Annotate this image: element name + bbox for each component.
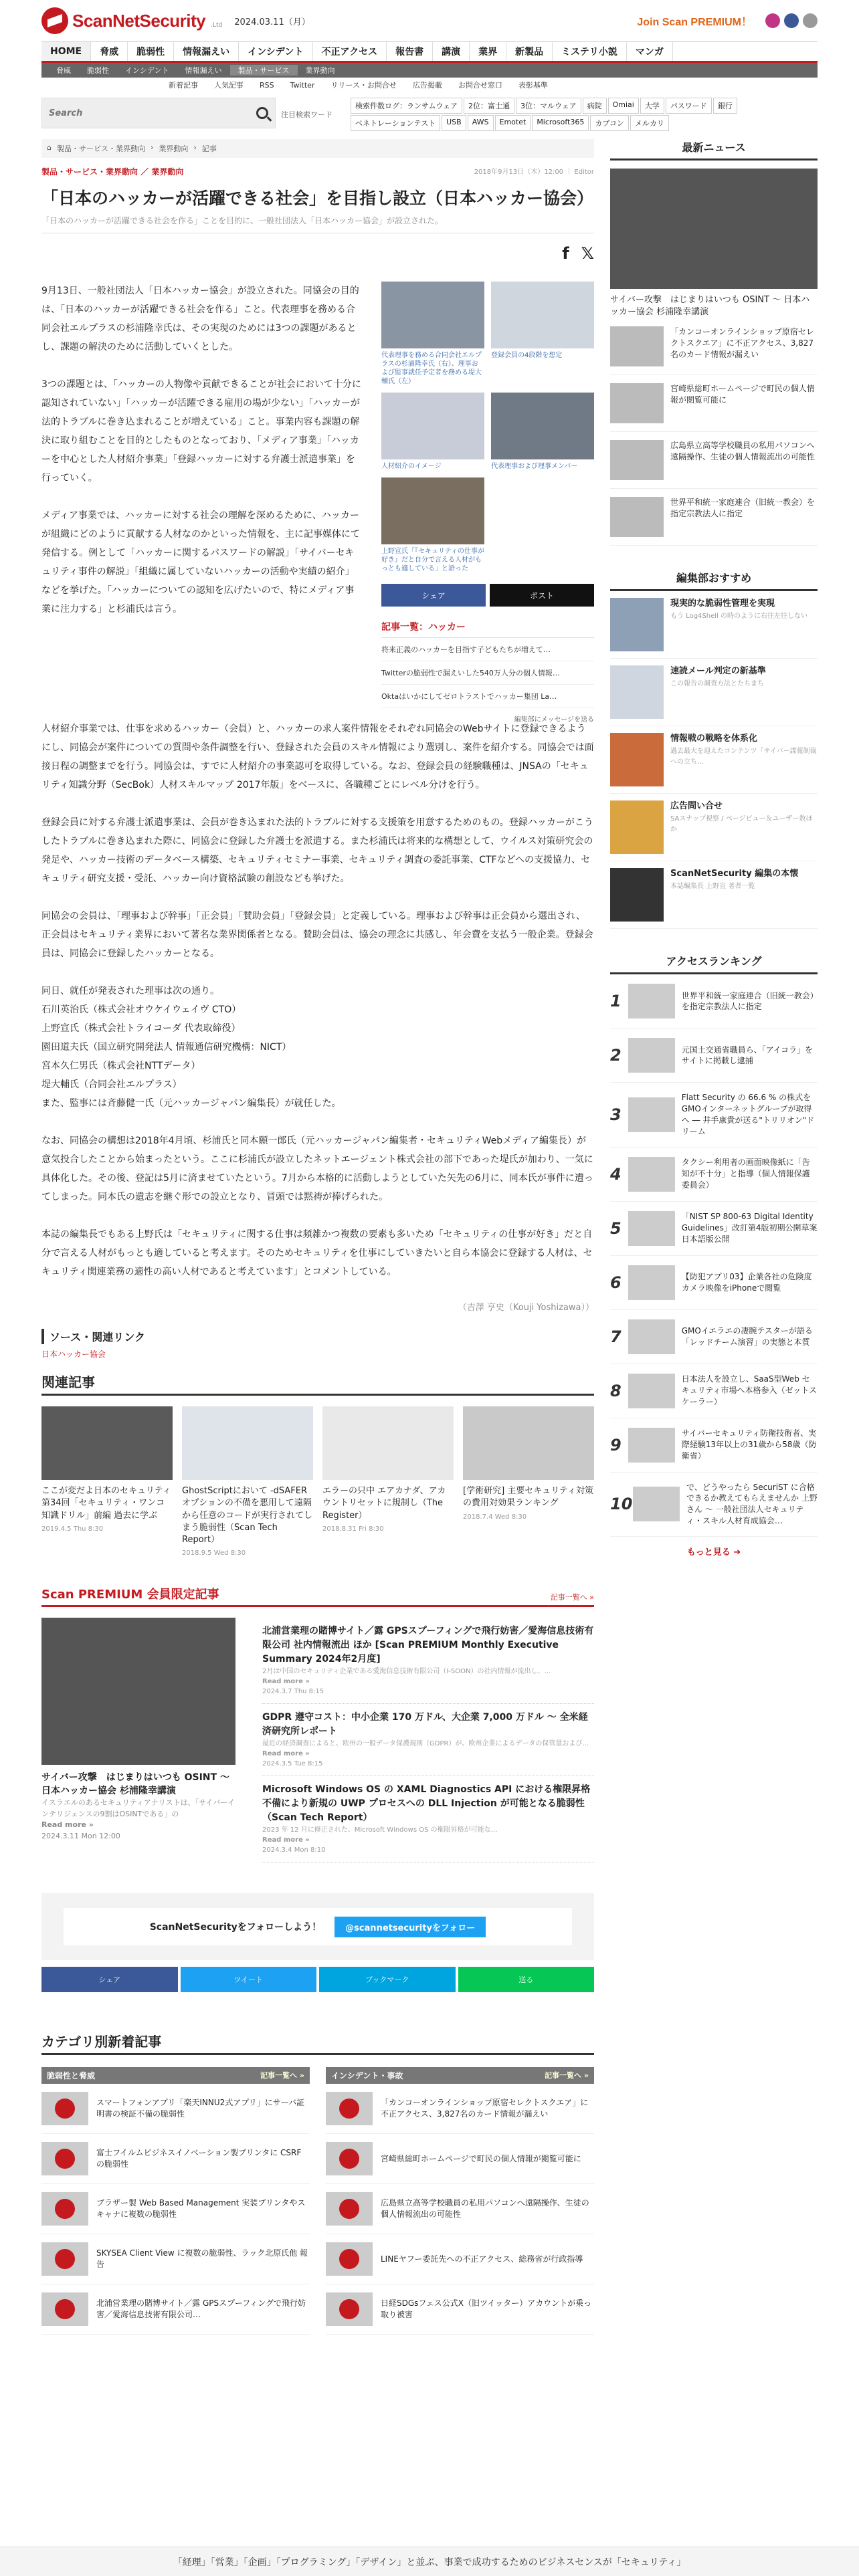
latest-article[interactable] [610,318,818,375]
category-article[interactable] [41,2134,310,2184]
category-article-title: 日経SDGsフェス公式X（旧ツイッター）アカウントが乗っ取り被害 [381,2298,592,2320]
paragraph: 本誌の編集長でもある上野氏は「セキュリティに関する仕事は頻雑かつ複数の要素も多いため「セキュリティの仕事が好き」だと自分で言える人材がもっとも適していると考えます。そのためセキュリティを仕事にしていきたいと自ら本協会に登録する人材は、セキュリティ関連業務の適性の高い人材であると考えています」とコメントしている。 [41,1229,593,1278]
follow-text: ScanNetSecurityをフォローしよう！ [149,1922,322,1933]
ranking-item[interactable] [610,974,818,1029]
ranking-thumb [628,1157,675,1192]
ranking-title: 元国土交通省職員ら、「アイコラ」をサイトに掲載し逮捕 [681,1045,814,1066]
read-more-link[interactable]: Read more » [262,1750,310,1758]
editor-pick-thumb [610,733,664,786]
editor-pick-sub: この報告の調査方法とたちまち [670,679,764,687]
premium-more-link[interactable]: 記事一覧へ » [550,1593,594,1602]
latest-news-title: 最新ニュース [610,139,818,160]
premium-article-title: Microsoft Windows OS の XAML Diagnostics API における権限昇格不備により新規の UWP プロセスへの DLL Injection が可能となる脆弱性（Scan Tech Report） [262,1784,591,1824]
logo-sub: .Ltd [211,22,223,29]
article-lead: 「日本のハッカーが活躍できる社会を作る」ことを目的に、一般社団法人「日本ハッカー協会」が設立された。 [41,215,594,233]
ranking-thumb [633,1487,680,1521]
latest-article[interactable] [610,489,818,546]
category-article-title: 北浦営業理の賭博サイト／露 GPSスプーフィングで飛行妨害／愛海信息技術有限公司… [96,2298,306,2320]
article-thumb [326,2292,373,2326]
keyword-article-link[interactable]: Twitterの脆弱性で漏えいした540万人分の個人情報… [381,661,594,685]
gallery-caption: 上野宣氏「『セキュリティの仕事が好き』だと自分で言える人材がもっとも適している」と語った [381,548,484,573]
gallery-photo [381,477,484,544]
category-article[interactable] [326,2284,594,2335]
editor-pick[interactable] [610,591,818,659]
keyword-article-link[interactable]: 将来正義のハッカーを目指す子どもたちが増えて… [381,638,594,661]
gallery-caption: 人材紹介のイメージ [381,463,442,471]
ranking-title: タクシー利用者の画面映像紙に「告知が不十分」と指導（個人情報保護委員会） [681,1158,810,1190]
editor-pick-title: 広告問い合せ [670,801,723,812]
subnav-item[interactable]: 業界動向 [305,66,335,75]
ranking-thumb [628,1374,675,1408]
scannet-logo-icon [326,2292,373,2326]
premium-article-date: 2024.3.7 Thu 8:15 [262,1688,324,1696]
editor-pick-sub: もう Log4Shell の時のように右往左往しない [670,612,807,620]
article-thumb [41,2092,88,2125]
ranking-number: 6 [610,1273,622,1292]
gallery-photo [491,393,594,459]
ranking-thumb [628,1319,675,1354]
related-title: エラーの只中 エアカナダ、アカウントリセットに規制し（The Register） [322,1486,446,1521]
ranking-thumb [628,984,675,1018]
keyword-tag[interactable]: カプコン [590,115,628,131]
nav-item[interactable]: ミステリ小説 [553,42,627,61]
bottom-banner[interactable]: 「経理」「営業」「企画」「プログラミング」「デザイン」と並ぶ、事業で成功するためのビジネスセンスが「セキュリティ」 [0,2547,859,2576]
current-date: 2024.03.11（月） [234,17,310,27]
facebook-share-icon[interactable]: f [562,244,569,263]
utility-nav-item[interactable]: 新着記事 [169,81,198,90]
ranking-number: 5 [610,1218,622,1238]
utility-nav-item[interactable]: 表彰基準 [518,81,548,90]
article-thumb [326,2192,373,2226]
search-icon[interactable] [256,107,268,119]
premium-article-summary: 最近の経済調査によると、欧州の一般データ保護規則（GDPR）が、欧州企業によるデータの保管量および… [262,1740,589,1748]
scannet-logo-icon [326,2092,373,2125]
nav-item[interactable]: 新製品 [506,42,553,61]
article-thumb [41,2292,88,2326]
home-icon[interactable]: ⌂ [47,143,52,152]
related-date: 2018.9.5 Wed 8:30 [182,1549,246,1558]
send-message-link[interactable]: 編集部にメッセージを送る [514,716,594,724]
article-thumb [41,2192,88,2226]
category-article[interactable] [326,2084,594,2134]
paragraph: なお、同協会の構想は2018年4月頃、杉浦氏と同本願一郎氏（元ハッカージャパン編集者・セキュリティWebメディア編集長）が意気投合したことから始まったという。ここに杉浦氏が設立したネットエージェント株式会社の部下であった堤氏が加わり、一気に具体化した。その後、登記は5月に済ませていたという。7月から本格的に活動しようとしていた矢先の6月に、同本氏が事件に遭ってしまった。同本氏の遺志を継ぐ形での設立となり、冒頭では黙祷が捧げられた。 [41,1136,593,1203]
gallery-photo [491,282,594,348]
gallery-photo [381,282,484,348]
nav-item[interactable]: 業界 [470,42,506,61]
subnav-item[interactable]: 製品・サービス [230,65,298,76]
nav-item[interactable]: 情報漏えい [174,42,239,61]
ranking-thumb [628,1265,675,1300]
related-article[interactable] [182,1406,313,1558]
editor-pick-sub: 本誌編集長 上野宣 著者一覧 [670,882,755,890]
ranking-title: 日本法人を設立し、SaaS型Web セキュリティ市場へ本格参入（ゼットスケーラー） [681,1374,818,1406]
premium-article[interactable] [262,1704,594,1776]
related-photo [182,1406,313,1480]
utility-nav-item[interactable]: 広告掲載 [412,81,442,90]
editor-pick[interactable] [610,726,818,794]
paragraph: メディア事業では、ハッカーに対する社会の理解を深めるために、ハッカーが組織にどのように貢献する人材なのかといった情報を、主に記事媒体にて発信する。例として「ハッカーに関するパスワードの解説」「サイバーセキュリティ事件の解説」「組織に属していないハッカーの活動や実績の紹介」などを挙げた。「ハッカーについての認知を広げたいので、特にメディア事業に注力する」と杉浦氏は言う。 [41,510,360,615]
category-article[interactable] [326,2234,594,2284]
paragraph: 同協会の会員は、「理事および幹事」「正会員」「賛助会員」「登録会員」と定義している。理事および幹事は正会員から選出され、正会員はセキュリティ業界において著名な業界関係者となる。賛助会員は、協会の理念に共感し、年会費を支払う一般企業。登録会員は、同協会に登録したハッカーとなる。 [41,911,593,960]
nav-item[interactable]: 報告書 [387,42,433,61]
category-article-title: 「カンコーオンラインショップ原宿セレクトスクエア」に不正アクセス、3,827名のカード情報が漏えい [381,2098,589,2119]
ranking-item[interactable] [610,1418,818,1473]
editor-pick-title: 速読メール判定の新基準 [670,666,766,677]
editor-pick-thumb [610,665,664,719]
subnav-item[interactable]: 脆弱性 [87,66,109,75]
ranking-item[interactable] [610,1364,818,1418]
premium-article-date: 2024.3.5 Tue 8:15 [262,1760,323,1768]
keyword-tag[interactable]: USB [442,115,466,131]
premium-article[interactable] [262,1618,594,1704]
premium-header [41,1585,594,1607]
logo-mark-icon [41,7,68,34]
premium-article-date: 2024.3.4 Mon 8:10 [262,1846,326,1854]
author: （吉澤 亨史（Kouji Yoshizawa）） [458,1303,594,1313]
category-article-title: スマートフォンアプリ「楽天INNU2式アプリ」にサーバ証明書の検証不備の脆弱性 [96,2098,305,2119]
gallery-item[interactable] [491,282,594,386]
keyword-tag[interactable]: 2位：富士通 [464,98,514,114]
keyword-tag[interactable]: Emotet [495,115,531,131]
keyword-tag[interactable]: 銀行 [713,98,737,114]
category-article-title: LINEヤフー委託先への不正アクセス、総務省が行政指導 [381,2254,583,2264]
article-thumb [326,2092,373,2125]
keyword-tag[interactable]: パスワード [666,98,712,114]
paragraph: 人材紹介事業では、仕事を求めるハッカー（会員）と、ハッカーの求人案件情報をそれぞれ同協会のWebサイトに登録できるようにし、同協会が案件についての質問や条件調整を行い、登録された会員のスキル情報により選別し、案件を紹介する。同協会では面接日程の調整までを行う。同協会は、すでに人材紹介の事業認可を取得している。なお、登録会員の経験職種は、JNSAの「セキュリティ知識分野（SecBok）人材スキルマップ 2017年版」をベースに、各職種ごとにレベル分けを行う。 [41,724,594,791]
related-date: 2018.7.4 Wed 8:30 [463,1513,527,1521]
latest-thumb [610,383,664,423]
scannet-logo-icon [41,2192,88,2226]
photo-gallery [381,282,594,573]
site-logo[interactable] [41,7,222,34]
utility-nav-item[interactable]: RSS [260,80,274,90]
category-article[interactable] [41,2234,310,2284]
article-thumb [326,2142,373,2175]
category-column-incident: インシデント・事故 記事一覧へ » 「カンコーオンラインショップ原宿セレクトスクエア」に不正アクセス、3,827名のカード情報が漏えい 宮崎県総町ホームページで町民の個人情報が閲覧可能に 広島県立高等学校職員の私用パソコンへ遠隔操作、生徒の個人情報流出の可能性 LINEヤフー委託先への不正アクセス、総務省が行政指導 日経SDGsフェス公式X（旧ツイッター）アカウントが乗っ取り被害 [326,2067,594,2335]
related-photo [322,1406,454,1480]
ranking-thumb [628,1211,675,1246]
premium-main-photo [41,1618,235,1765]
follow-box [41,1893,594,1960]
related-article[interactable] [463,1406,594,1558]
premium-main-article[interactable]: サイバー攻撃 はじまりはいつも OSINT ～ 日本ハッカー協会 杉浦隆幸講演 イスラエルのあるセキュリティアナリストは、「サイバーインテリジェンスの9割はOSINTである」の Read more » 2024.3.11 Mon 12:00 [41,1618,235,1862]
ranking-more-link[interactable]: もっと見る ➔ [686,1547,741,1558]
related-articles [41,1406,594,1558]
latest-thumb [610,326,664,366]
latest-main-article[interactable]: サイバー攻撃 はじまりはいつも OSINT ～ 日本ハッカー協会 杉浦隆幸講演 [610,169,818,318]
ranking-item[interactable] [610,1202,818,1256]
keyword-tag[interactable]: Omiai [608,98,639,114]
source-link[interactable]: 日本ハッカー協会 [41,1350,106,1360]
more-link[interactable]: 記事一覧へ » [260,2071,304,2080]
editor-pick-title: ScanNetSecurity 編集の本懐 [670,869,799,879]
scannet-logo-icon [41,2142,88,2175]
facebook-icon[interactable] [784,13,799,28]
keyword-tag[interactable]: AWS [468,115,494,131]
editor-pick[interactable] [610,794,818,861]
category-articles-title: カテゴリ別新着記事 [41,2031,594,2055]
join-premium-link[interactable]: Join Scan PREMIUM！ [637,16,752,28]
share-bar [41,1967,594,1992]
ranking-title: 「NIST SP 800-63 Digital Identity Guidelines」改訂第4版初期公開草案 日本語版公開 [681,1212,818,1244]
editor-picks-title: 編集部おすすめ [610,570,818,591]
editor-pick-title: 情報戦の戦略を体系化 [670,734,758,744]
related-title: GhostScriptにおいて -dSAFER オプションの不備を悪用して遠隔から任意のコードが実行されてしまう脆弱性（Scan Tech Report） [182,1486,313,1545]
breadcrumb-item: 記事 [201,144,217,153]
ranking-number: 3 [610,1105,622,1124]
keyword-tag[interactable]: 検索件数ログ：ランサムウェア [351,98,462,114]
editor-pick[interactable] [610,861,818,929]
ranking-number: 7 [610,1327,622,1346]
nav-item[interactable]: マンガ [627,42,673,61]
latest-title: 宮崎県総町ホームページで町民の個人情報が閲覧可能に [670,384,815,405]
search-box [41,98,276,128]
main-nav [41,41,818,63]
editor-pick-thumb [610,598,664,651]
related-date: 2019.4.5 Thu 8:30 [41,1525,104,1533]
breadcrumb-item[interactable]: 製品・サービス・業界動向 [56,144,145,153]
subnav-item[interactable]: 情報漏えい [185,66,222,75]
ranking-number: 8 [610,1381,622,1400]
keyword-articles [381,620,594,724]
category-article[interactable] [326,2134,594,2184]
gallery-item[interactable] [381,477,484,573]
editor-pick-thumb [610,800,664,854]
gallery-item[interactable] [491,393,594,471]
utility-nav-item[interactable]: リリース・お問合せ [330,81,397,90]
category-article[interactable] [326,2184,594,2234]
read-more-link[interactable]: Read more » [262,1836,310,1844]
scannet-logo-icon [41,2292,88,2326]
line-share-button[interactable]: 送る [458,1967,595,1992]
keyword-label: 注目検索ワード [281,110,332,119]
more-link[interactable]: 記事一覧へ » [545,2071,589,2080]
category-article-title: 宮崎県総町ホームページで町民の個人情報が閲覧可能に [381,2153,581,2163]
instagram-icon[interactable] [765,13,780,28]
gallery-photo [381,393,484,459]
gallery-item[interactable] [381,393,484,471]
latest-title: 世界平和統一家庭連合（旧統一教会）を指定宗教法人に指定 [670,498,816,519]
keyword-tag[interactable]: Microsoft365 [532,115,589,131]
article-category[interactable]: 製品・サービス・業界動向 ／ 業界動向 [41,167,184,177]
ranking-number: 4 [610,1164,622,1184]
latest-article[interactable] [610,432,818,489]
ranking-title: GMOイエラエの凄腕テスターが語る「レッドチーム演習」の実態と本質 [681,1325,813,1347]
rss-icon[interactable] [803,13,818,28]
related-title: 関連記事 [41,1372,594,1396]
latest-title: 「カンコーオンラインショップ原宿セレクトスクエア」に不正アクセス、3,827名のカード情報が漏えい [670,327,814,359]
ranking-number: 2 [610,1046,622,1065]
twitter-follow-button[interactable]: @scannetsecurityをフォロー [335,1917,486,1937]
facebook-share-button[interactable]: シェア [381,584,486,607]
gallery-caption: 代表理事を務める合同会社エルプラスの杉浦隆幸氏（右）、理事および監事就任予定者を務める堤大輔氏（左） [381,352,482,386]
article-thumb [41,2242,88,2276]
keyword-tag[interactable]: ペネトレーションテスト [351,115,440,131]
read-more-link[interactable]: Read more » [262,1678,310,1686]
source-links [41,1329,594,1360]
editor-pick-title: 現実的な脆弱性管理を実現 [670,599,775,609]
gallery-caption: 登録会員の4段階を想定 [491,352,563,360]
breadcrumb: ⌂ 製品・サービス・業界動向 › 業界動向 › 記事 [41,139,594,158]
ranking-item[interactable] [610,1029,818,1083]
related-photo [463,1406,594,1480]
editor-pick[interactable] [610,659,818,726]
utility-nav [41,78,818,92]
utility-nav-item[interactable]: 人気記事 [214,81,244,90]
nav-item[interactable]: HOME [41,42,91,61]
related-title: [学術研究] 主要セキュリティ対策の費用対効果ランキング [463,1486,593,1509]
nav-item[interactable]: インシデント [239,42,312,61]
article-title: 「日本のハッカーが活躍できる社会」を目指し設立（日本ハッカー協会） [41,189,594,208]
nav-item[interactable]: 不正アクセス [313,42,387,61]
premium-article-title: 北浦営業理の賭博サイト／露 GPSスプーフィングで飛行妨害／愛海信息技術有限公司 社内情報流出 ほか [Scan PREMIUM Monthly Executive Summary 2024年2月度] [262,1626,594,1665]
category-article[interactable] [41,2084,310,2134]
scannet-logo-icon [41,2242,88,2276]
ranking-title: Flatt Security の 66.6 % の株式を GMOインターネットグループが取得へ ― 井手康貴が送る"トリリオン"ドリーム [681,1093,815,1136]
ranking-item[interactable] [610,1148,818,1202]
latest-thumb [610,440,664,480]
x-post-button[interactable]: ポスト [490,584,594,607]
article-meta: 2018年9月13日（木）12:00 ｜ Editor [474,169,594,176]
ranking-title: アクセスランキング [610,953,818,974]
ranking-thumb [628,1097,675,1132]
site-header [41,0,818,41]
ranking-thumb [628,1428,675,1463]
utility-nav-item[interactable]: お問合せ窓口 [458,81,502,90]
latest-main-photo [610,169,818,289]
scannet-logo-icon [326,2242,373,2276]
keyword-list [351,98,818,131]
editor-pick-sub: 過去最大を迎えたコンテンツ「サイバー諜報制裁への立ち… [670,747,817,766]
ranking-title: 【防犯アプリ03】企業各社の危険度カメラ映像をiPhoneで閲覧 [681,1271,812,1293]
category-article[interactable] [41,2284,310,2335]
related-photo [41,1406,173,1480]
category-article[interactable] [41,2184,310,2234]
premium-article[interactable] [262,1776,594,1862]
subnav-item[interactable]: インシデント [125,66,169,75]
ranking-number: 10 [610,1495,633,1514]
ranking-item[interactable] [610,1473,818,1537]
related-article[interactable] [41,1406,173,1558]
ranking-title: で、どうやったら SecuriST に合格できるか教えてもらえませんか 上野さん ～ 一般社団法人セキュリティ・スキル人材育成協会… [686,1482,818,1525]
category-column-vuln: 脆弱性と脅威 記事一覧へ » スマートフォンアプリ「楽天INNU2式アプリ」にサーバ証明書の検証不備の脆弱性 富士フイルムビジネスイノベーション製プリンタに CSRF の脆弱性 ブラザー製 Web Based Management 実装プリンタやスキャナに複数の脆弱性 SKYSEA Client View に複数の脆弱性、ラック北原氏他 報告 北浦営業理の賭博サイト／露 GPSスプーフィングで飛行妨害／愛海信息技術有限公司… [41,2067,310,2335]
premium-title: Scan PREMIUM 会員限定記事 [41,1588,219,1602]
keyword-articles-title: 記事一覧：ハッカー [381,620,594,638]
sub-nav [41,63,818,78]
related-article[interactable] [322,1406,454,1558]
category-article-title: SKYSEA Client View に複数の脆弱性、ラック北原氏他 報告 [96,2248,308,2270]
category-article-title: 広島県立高等学校職員の私用パソコンへ遠隔操作、生徒の個人情報流出の可能性 [381,2198,589,2220]
ranking-number: 1 [610,992,622,1011]
keyword-tag[interactable]: メルカリ [630,115,669,131]
x-share-icon[interactable]: 𝕏 [581,244,594,263]
paragraph: 9月13日、一般社団法人「日本ハッカー協会」が設立された。同協会の目的は、「日本のハッカーが活躍できる社会を作る」こと。代表理事を務める合同会社エルプラスの杉浦隆幸氏は、その実現のためには3つの課題があるとし、課題の解決のために活動していくとした。 [41,286,359,353]
premium-article-summary: 2023 年 12 月に修正された、Microsoft Windows OS の権限昇格が可能な… [262,1826,498,1834]
latest-article[interactable] [610,375,818,432]
logo-text: ScanNetSecurity [72,10,206,31]
hatena-bookmark-button[interactable]: ブックマーク [319,1967,456,1992]
related-date: 2018.8.31 Fri 8:30 [322,1525,384,1533]
ranking-thumb [628,1038,675,1073]
keyword-tag[interactable]: 大学 [640,98,664,114]
keyword-tag[interactable]: 3位：マルウェア [516,98,581,114]
search-input[interactable] [49,108,256,118]
ranking-title: サイバーセキュリティ防衛技術者、実際経験13年以上の31歳から58歳（防衛省） [681,1428,817,1461]
breadcrumb-item[interactable]: 業界動向 [159,144,189,153]
scannet-logo-icon [326,2192,373,2226]
article-thumb [41,2142,88,2175]
gallery-item[interactable] [381,282,484,386]
ranking-title: 世界平和統一家庭連合（旧統一教会）を指定宗教法人に指定 [681,990,814,1012]
nav-item[interactable]: 脆弱性 [128,42,174,61]
twitter-share-button[interactable]: ツイート [181,1967,317,1992]
ranking-number: 9 [610,1435,622,1455]
related-title: ここが変だよ日本のセキュリティ 第34回「セキュリティ・ワンコ知識ドリル」前編 過去に学ぶ [41,1486,171,1521]
gallery-caption: 代表理事および理事メンバー [491,463,578,471]
keyword-tag[interactable]: 病院 [583,98,607,114]
article-body [41,282,363,724]
ranking-item[interactable] [610,1083,818,1147]
latest-title: 広島県立高等学校職員の私用パソコンへ遠隔操作、生徒の個人情報流出の可能性 [670,441,816,462]
ranking-item[interactable] [610,1310,818,1364]
editor-pick-thumb [610,868,664,922]
nav-item[interactable]: 講演 [433,42,470,61]
latest-thumb [610,497,664,537]
paragraph: 登録会員に対する弁護士派遣事業は、会員が巻き込まれた法的トラブルに対する支援策を用意するためのもの。登録ハッカーがこうしたトラブルに巻き込まれた際に、同協会に登録した弁護士を派遣する。また杉浦氏は将来的な構想として、ウイルス対策研究会の発足や、ハッカー技術のデータベース構築、セキュリティセミナー事業、セキュリティ調査の委託事業、CTFなどへの支援協力、セキュリティ研究支援・受託、ハッカー向け資格試験の創設なども挙げた。 [41,817,593,885]
premium-article-title: GDPR 遵守コスト：中小企業 170 万ドル、大企業 7,000 万ドル ～ 全米経済研究所レポート [262,1712,588,1737]
nav-item[interactable]: 脅威 [91,42,128,61]
premium-article-summary: 2月は中国のセキュリティ企業である愛海信息技術有限公司（I-SOON）の社内情報が流出し、… [262,1668,551,1676]
editor-pick-sub: SAスナップ視察 / ページビュー＆ユーザー数ほか [670,815,813,833]
directors-list: 同日、就任が発表された理事は次の通り。 石川英治氏（株式会社オウケイウェイヴ CTO） 上野宣氏（株式会社トライコーダ 代表取締役） 園田道夫氏（国立研究開発法人 情報通信研究機構：NICT） 宮本久仁男氏（株式会社NTTデータ） 堤大輔氏（合同会社エルプラス） また、監事には斉藤健一氏（元ハッカージャパン編集長）が就任した。 [41,986,341,1109]
ranking-item[interactable] [610,1256,818,1310]
keyword-article-link[interactable]: Oktaはいかにしてゼロトラストでハッカー集団 La… [381,685,594,708]
category-article-title: 富士フイルムビジネスイノベーション製プリンタに CSRF の脆弱性 [96,2148,302,2169]
utility-nav-item[interactable]: Twitter [290,80,315,90]
article-thumb [326,2242,373,2276]
source-title: ソース・関連リンク [41,1329,594,1344]
category-article-title: ブラザー製 Web Based Management 実装プリンタやスキャナに複数の脆弱性 [96,2198,306,2220]
paragraph: 3つの課題とは、「ハッカーの人物像や貢献できることが社会において十分に認知されていない」「ハッカーが活躍できる雇用の場が少ない」「ハッカーが法的トラブルに巻き込まれることが増えている」こと。事業内容も課題の解決に取り組むことを目的としたものとなっており、「メディア事業」「ハッカーを中心とした人材紹介事業」「登録ハッカーに対する弁護士派遣事業」を行っていく。 [41,379,361,484]
facebook-share-button[interactable]: シェア [41,1967,178,1992]
subnav-item[interactable]: 脅威 [56,66,71,75]
scannet-logo-icon [41,2092,88,2125]
scannet-logo-icon [326,2142,373,2175]
